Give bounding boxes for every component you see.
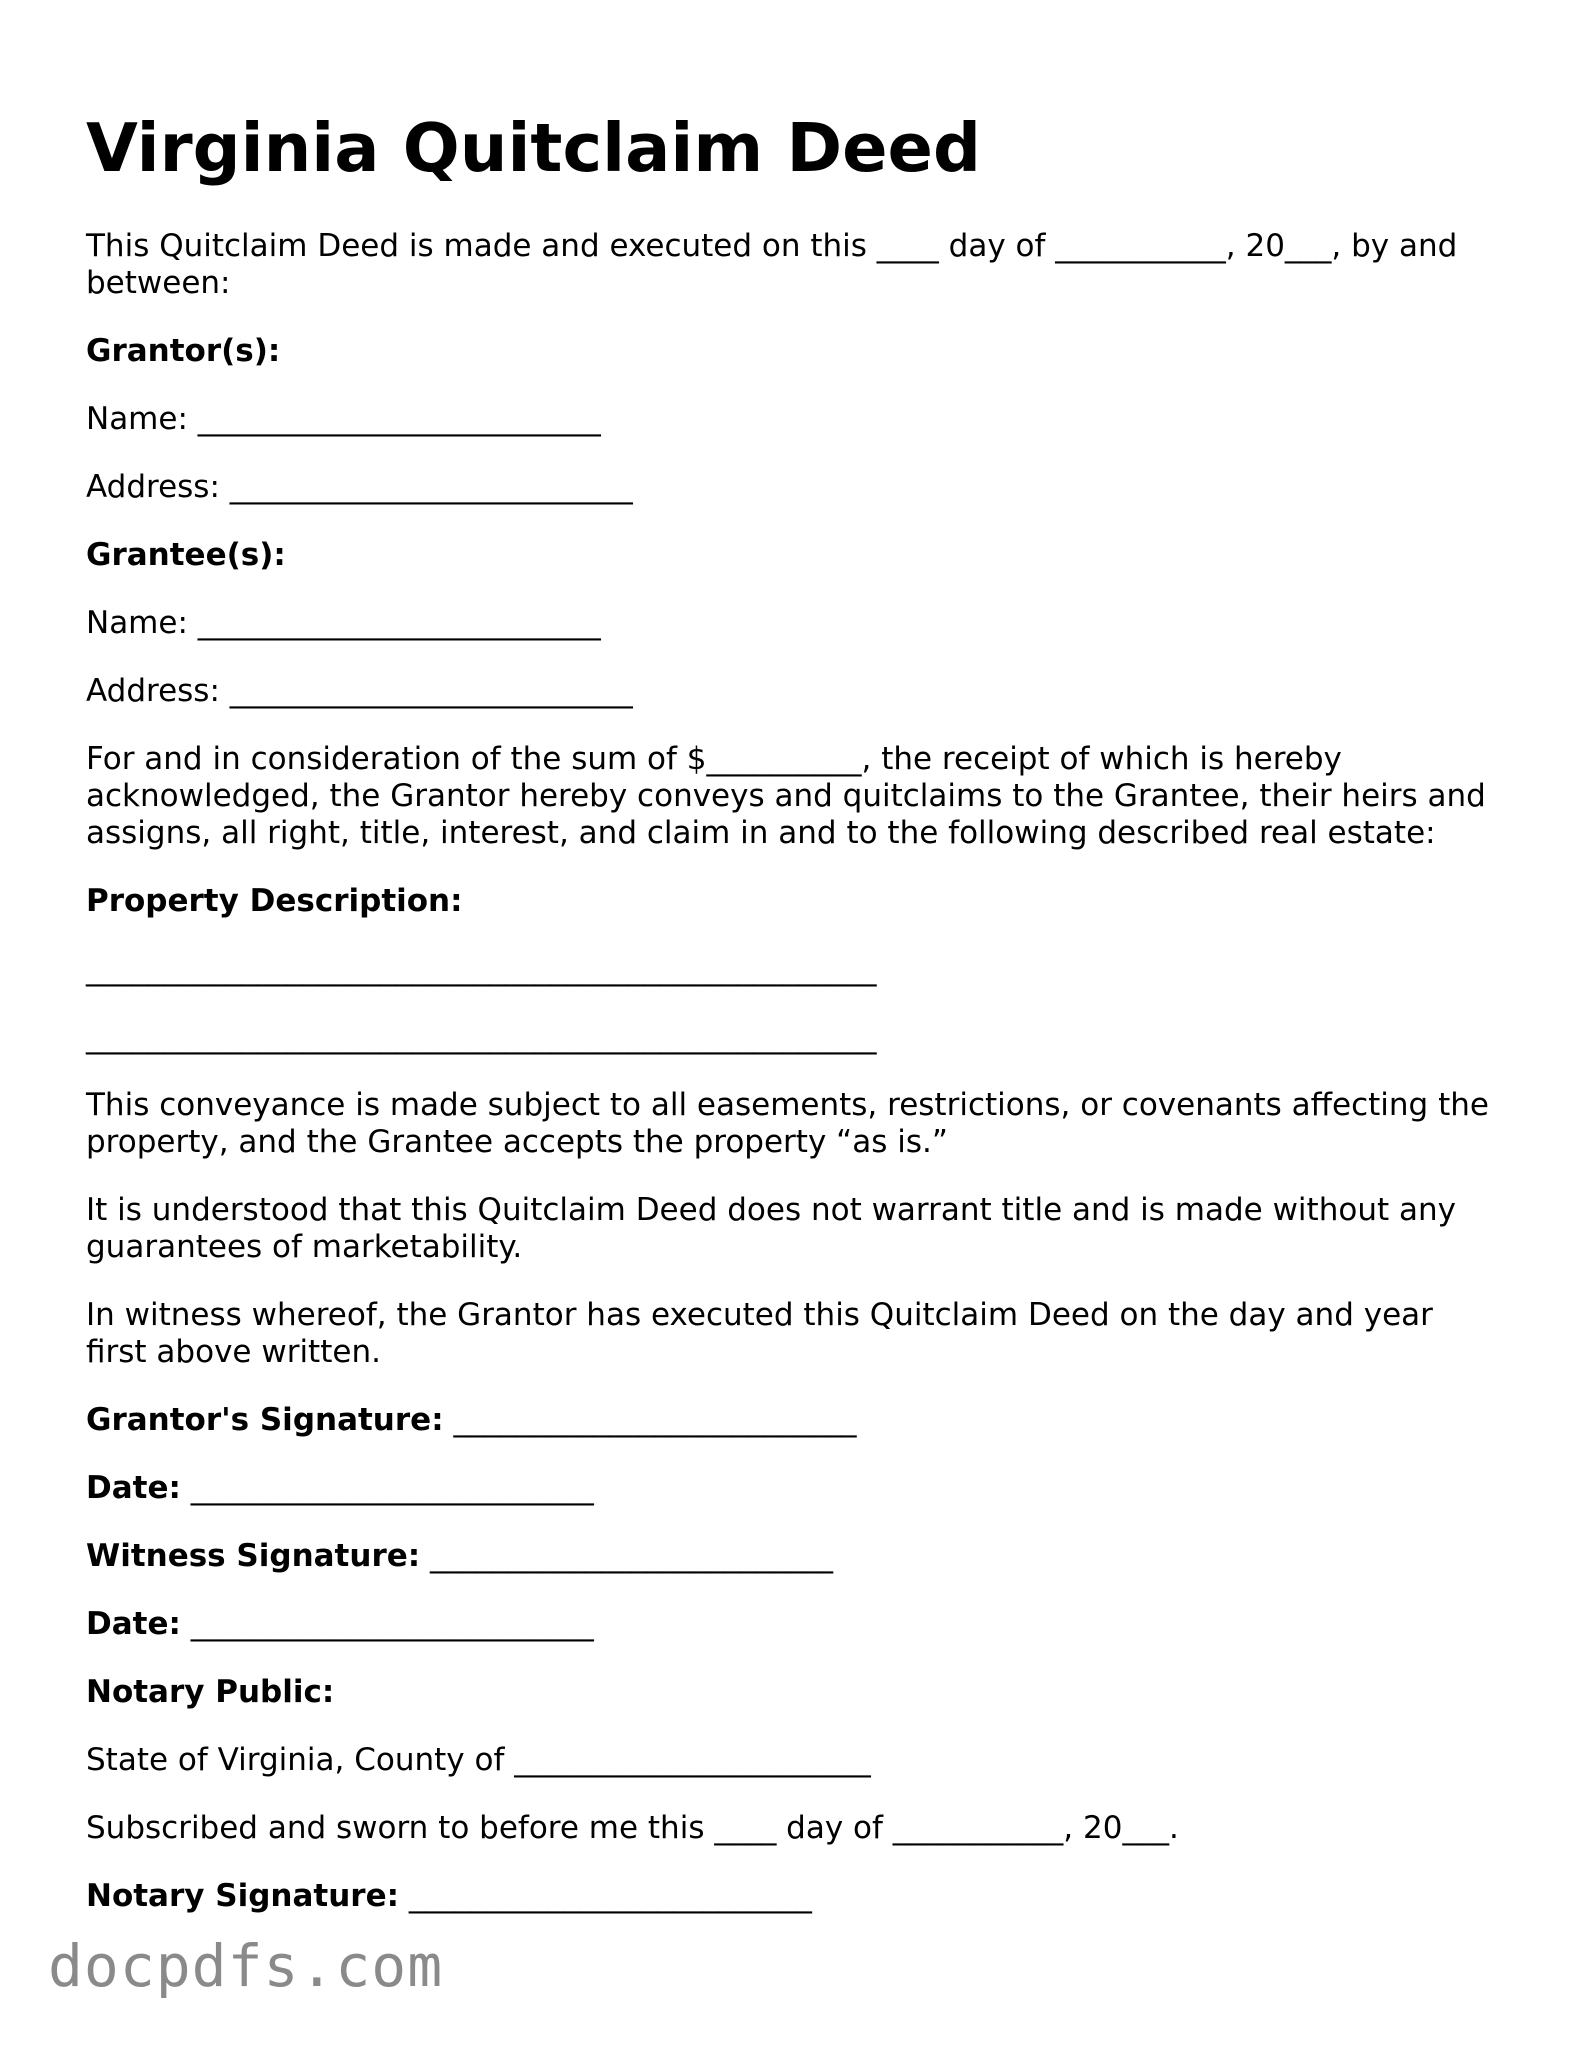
witness-clause-line-1: In witness whereof, the Grantor has executed this Quitclaim Deed on the day and year: [86, 1297, 1433, 1333]
grantor-heading: Grantor(s):: [86, 333, 281, 369]
witness-clause-line-2: first above written.: [86, 1334, 381, 1370]
witness-signature-line: __________________________: [420, 1538, 834, 1574]
warranty-line-2: guarantees of marketability.: [86, 1229, 523, 1265]
grantor-signature-label: Grantor's Signature:: [86, 1402, 444, 1438]
consideration-line-1: For and in consideration of the sum of $__________, the receipt of which is hereby: [86, 741, 1342, 777]
conveyance-line-2: property, and the Grantee accepts the property “as is.”: [86, 1124, 948, 1160]
warranty-line-1: It is understood that this Quitclaim Deed does not warrant title and is made without any: [86, 1192, 1456, 1228]
grantor-signature-line: __________________________: [443, 1402, 857, 1438]
grantor-date-line: __________________________: [180, 1470, 594, 1506]
consideration-line-3: assigns, all right, title, interest, and claim in and to the following described real estate:: [86, 815, 1436, 851]
witness-date-label: Date:: [86, 1606, 181, 1642]
property-description-heading: Property Description:: [86, 883, 463, 919]
conveyance-line-1: This conveyance is made subject to all easements, restrictions, or covenants affecting the: [86, 1087, 1489, 1123]
witness-signature-label: Witness Signature:: [86, 1538, 421, 1574]
notary-sworn-statement: Subscribed and sworn to before me this ____ day of ___________, 20___.: [86, 1810, 1179, 1846]
intro-line-1: This Quitclaim Deed is made and executed on this ____ day of ___________, 20___, by and: [86, 228, 1458, 264]
property-description-line-1: ___________________________________________________: [86, 951, 877, 987]
witness-date-line: __________________________: [180, 1606, 594, 1642]
grantor-signature-field: [86, 1402, 856, 1439]
grantor-name-field: Name: __________________________: [86, 401, 601, 437]
grantor-date-field: [86, 1470, 594, 1507]
witness-date-field: [86, 1606, 594, 1643]
witness-signature-field: [86, 1538, 833, 1575]
grantor-date-label: Date:: [86, 1470, 181, 1506]
consideration-line-2: acknowledged, the Grantor hereby conveys and quitclaims to the Grantee, their heirs and: [86, 778, 1486, 814]
grantee-name-field: Name: __________________________: [86, 605, 601, 641]
property-description-line-2: ___________________________________________________: [86, 1019, 877, 1055]
docpdfs-watermark: docpdfs.com: [48, 1932, 444, 2000]
intro-line-2: between:: [86, 265, 231, 301]
grantor-address-field: Address: __________________________: [86, 469, 633, 505]
notary-signature-line: __________________________: [399, 1878, 812, 1914]
grantee-address-field: Address: __________________________: [86, 673, 633, 709]
notary-county-field: State of Virginia, County of _______________________: [86, 1742, 871, 1778]
notary-signature-label: Notary Signature:: [86, 1878, 399, 1914]
notary-heading: Notary Public:: [86, 1674, 335, 1710]
grantee-heading: Grantee(s):: [86, 537, 286, 573]
notary-signature-field: [86, 1878, 812, 1915]
document-title: Virginia Quitclaim Deed: [86, 109, 981, 187]
